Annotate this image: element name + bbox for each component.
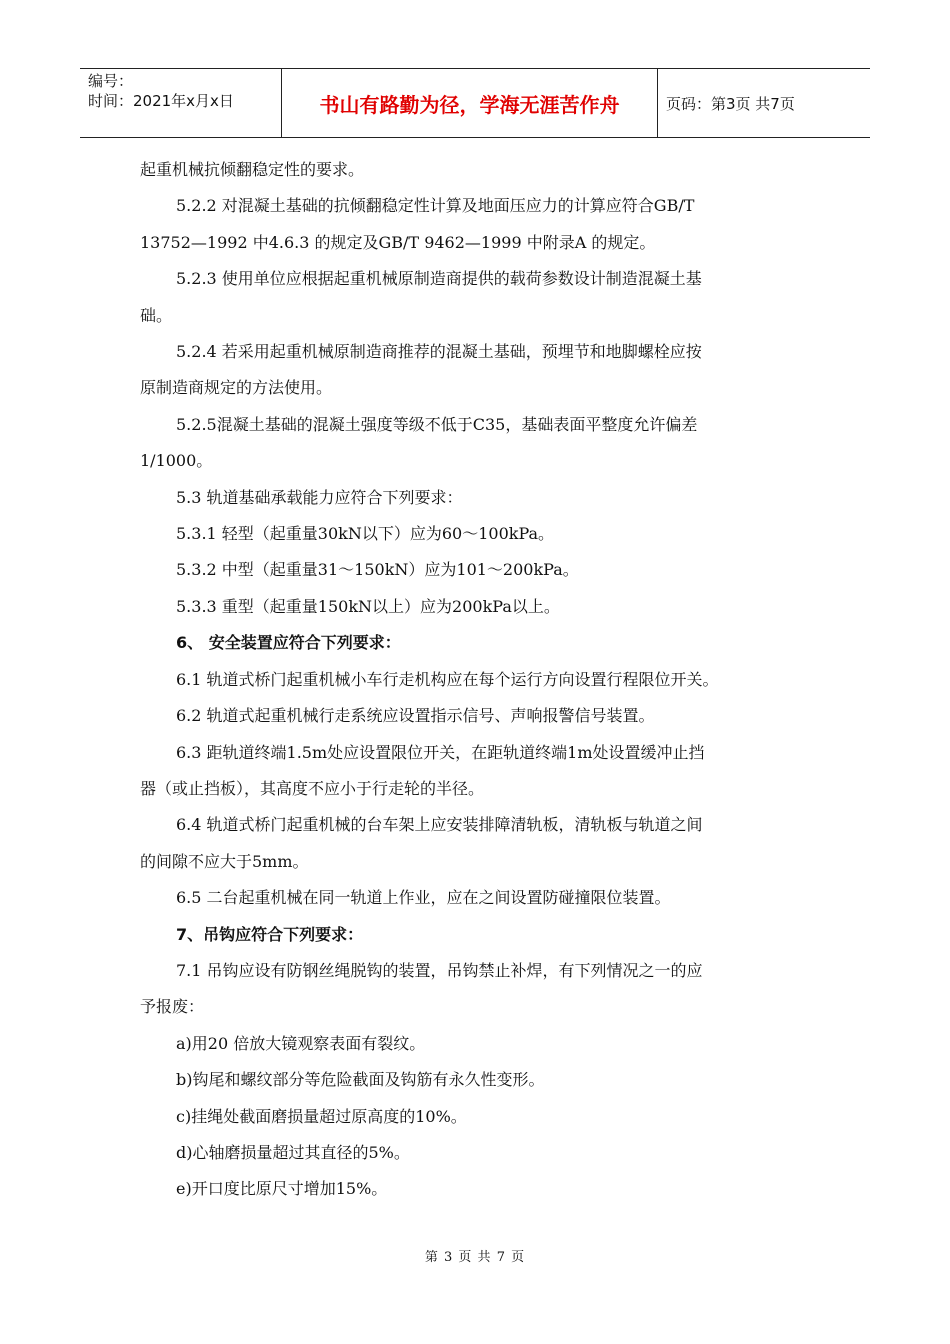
page-footer: 第 3 页 共 7 页 bbox=[424, 1250, 526, 1265]
paragraph-line: 5.3 轨道基础承载能力应符合下列要求： bbox=[176, 487, 463, 507]
paragraph-line: 1/1000。 bbox=[140, 451, 213, 471]
paragraph-line: 5.2.5混凝土基础的混凝土强度等级不低于C35，基础表面平整度允许偏差 bbox=[176, 414, 698, 434]
document-body bbox=[140, 152, 825, 1208]
paragraph-line: 6.4 轨道式桥门起重机械的台车架上应安装排障清轨板，清轨板与轨道之间 bbox=[176, 815, 703, 835]
paragraph-line: a)用20 倍放大镜观察表面有裂纹。 bbox=[176, 1033, 426, 1053]
section-heading: 6、 安全装置应符合下列要求： bbox=[176, 633, 401, 653]
paragraph-line: 予报废： bbox=[140, 997, 205, 1017]
paragraph-line: 5.3.2 中型（起重量31～150kN）应为101～200kPa。 bbox=[176, 560, 579, 580]
paragraph-line: 起重机械抗倾翻稳定性的要求。 bbox=[140, 160, 365, 179]
document-time-label: 时间：2021年x月x日 bbox=[88, 92, 234, 110]
section-heading: 7、吊钩应符合下列要求： bbox=[176, 924, 364, 944]
paragraph-line: 7.1 吊钩应设有防钢丝绳脱钩的装置，吊钩禁止补焊，有下列情况之一的应 bbox=[176, 960, 703, 980]
paragraph-line: 的间隙不应大于5mm。 bbox=[140, 851, 309, 871]
paragraph-line: 5.3.3 重型（起重量150kN以上）应为200kPa以上。 bbox=[176, 596, 560, 616]
paragraph-line: 6.5 二台起重机械在同一轨道上作业，应在之间设置防碰撞限位装置。 bbox=[176, 888, 671, 908]
page-header bbox=[80, 68, 870, 138]
paragraph-line: 6.1 轨道式桥门起重机械小车行走机构应在每个运行方向设置行程限位开关。 bbox=[176, 669, 719, 689]
paragraph-line: 器（或止挡板），其高度不应小于行走轮的半径。 bbox=[140, 778, 485, 798]
header-motto: 书山有路勤为径，学海无涯苦作舟 bbox=[282, 69, 658, 137]
paragraph-line: 5.2.3 使用单位应根据起重机械原制造商提供的载荷参数设计制造混凝土基 bbox=[176, 269, 702, 289]
paragraph-line: b)钩尾和螺纹部分等危险截面及钩筋有永久性变形。 bbox=[176, 1070, 545, 1090]
paragraph-line: d)心轴磨损量超过其直径的5%。 bbox=[176, 1142, 410, 1162]
header-meta bbox=[80, 69, 282, 137]
paragraph-line: 5.2.2 对混凝土基础的抗倾翻稳定性计算及地面压应力的计算应符合GB/T bbox=[176, 196, 695, 216]
paragraph-line: c)挂绳处截面磨损量超过原高度的10%。 bbox=[176, 1106, 467, 1126]
paragraph-line: 13752—1992 中4.6.3 的规定及GB/T 9462—1999 中附录A 的规定。 bbox=[140, 232, 656, 252]
paragraph-line: 5.2.4 若采用起重机械原制造商推荐的混凝土基础，预埋节和地脚螺栓应按 bbox=[176, 342, 702, 362]
header-page-info: 页码：第3页 共7页 bbox=[666, 94, 795, 113]
paragraph-line: e)开口度比原尺寸增加15%。 bbox=[176, 1179, 388, 1199]
paragraph-line: 原制造商规定的方法使用。 bbox=[140, 378, 333, 398]
paragraph-line: 础。 bbox=[140, 305, 173, 325]
paragraph-line: 5.3.1 轻型（起重量30kN以下）应为60～100kPa。 bbox=[176, 524, 555, 544]
paragraph-line: 6.3 距轨道终端1.5m处应设置限位开关，在距轨道终端1m处设置缓冲止挡 bbox=[176, 742, 705, 762]
document-number-label: 编号： bbox=[88, 72, 134, 90]
paragraph-line: 6.2 轨道式起重机械行走系统应设置指示信号、声响报警信号装置。 bbox=[176, 706, 655, 726]
